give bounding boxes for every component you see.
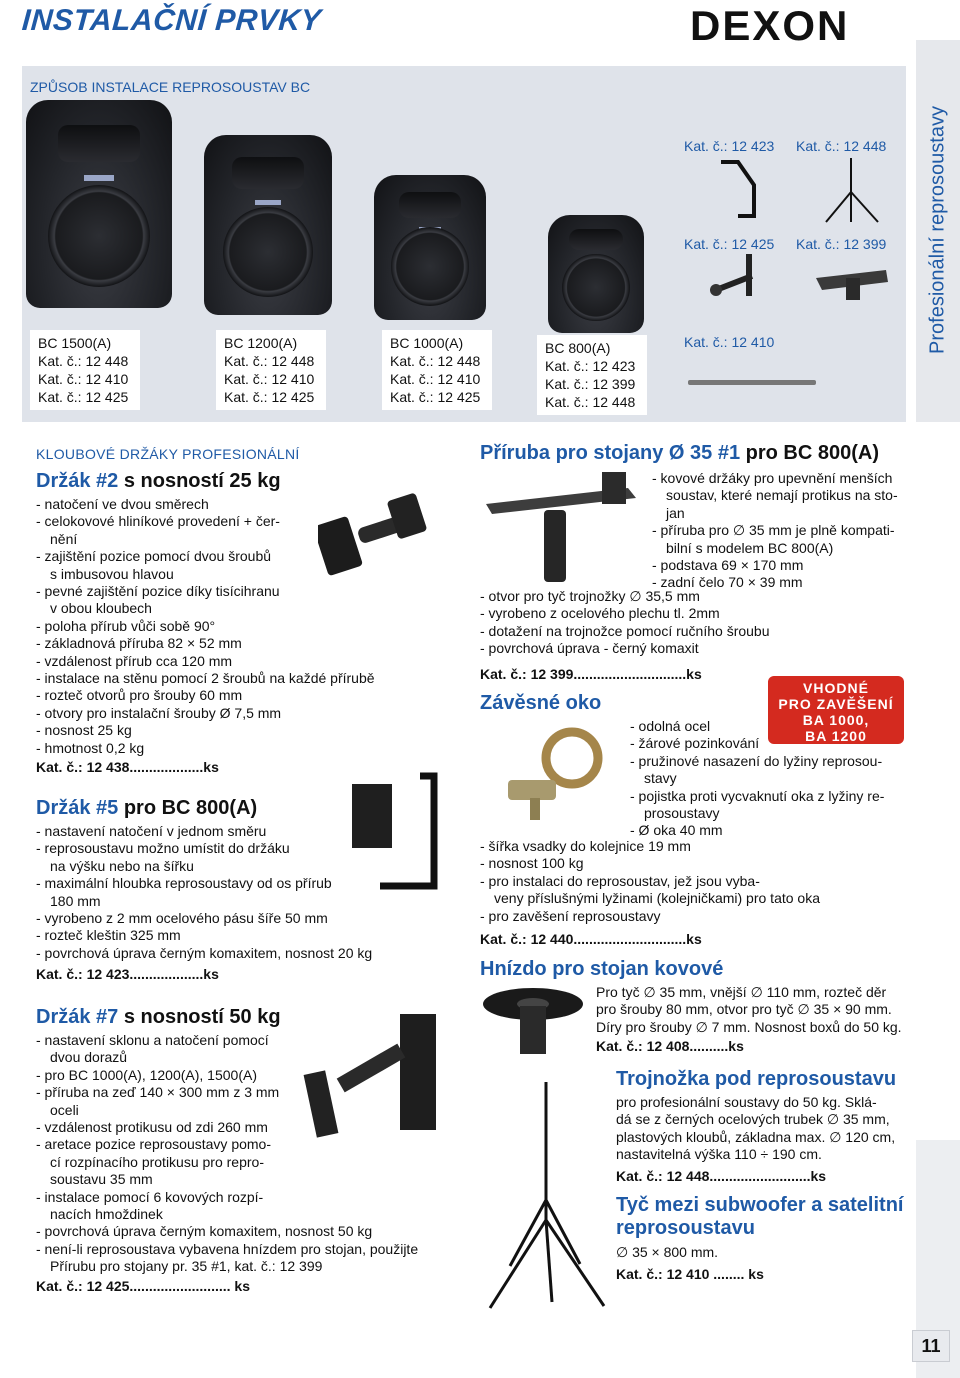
- badge-line: VHODNÉ: [803, 680, 869, 696]
- product-title-d5: [36, 797, 257, 820]
- spec-line: s imbusovou hlavou: [50, 565, 174, 582]
- kat-tyc: Kat. č.: 12 410 ........ ks: [616, 1266, 764, 1282]
- speaker-bc1000-image: [374, 175, 486, 320]
- spec-line: - rozteč kleštin 325 mm: [36, 927, 181, 944]
- title-line: reprosoustavu: [616, 1217, 755, 1239]
- model-name: BC 1200(A): [224, 335, 298, 351]
- spec-line: - rozteč otvorů pro šrouby 60 mm: [36, 687, 243, 704]
- model-name: BC 800(A): [545, 340, 611, 356]
- kat-d7: Kat. č.: 12 425.......................... ks: [36, 1278, 250, 1294]
- spec-line: prosoustavy: [644, 805, 720, 822]
- spec-line: dá se z černých ocelových trubek ∅ 35 mm,: [616, 1111, 890, 1128]
- spec-line: soustav, které nemají protikus na sto-: [666, 487, 898, 504]
- spec-line: - šířka vsadky do kolejnice 19 mm: [480, 838, 691, 854]
- spec-line: - dotažení na trojnožce pomocí ručního šroubu: [480, 622, 770, 639]
- title-blue: Držák #2: [36, 470, 119, 492]
- holder-d5-image: [350, 766, 450, 896]
- spec-line: - pevné zajištění pozice díky tisícihranu: [36, 583, 280, 600]
- section-title: KLOUBOVÉ DRŽÁKY PROFESIONÁLNÍ: [36, 446, 300, 462]
- model-box-bc1000: [382, 330, 492, 410]
- title-dark: s nosností 50 kg: [123, 1006, 281, 1028]
- spec-line: nění: [50, 530, 78, 547]
- kat-d5: Kat. č.: 12 423...................ks: [36, 966, 219, 982]
- model-kat: Kat. č.: 12 410: [390, 371, 481, 387]
- spec-line: - odolná ocel: [630, 718, 711, 734]
- part-kat: Kat. č.: 12 423: [684, 138, 775, 154]
- spec-line: - kovové držáky pro upevnění menších: [652, 470, 893, 486]
- spec-line: - otvory pro instalační šrouby Ø 7,5 mm: [36, 704, 282, 721]
- holder-d2-image: [318, 490, 428, 590]
- tripod-icon: [826, 158, 878, 222]
- badge-line: BA 1000,: [802, 712, 870, 728]
- spec-line: - vyrobeno z 2 mm ocelového pásu šíře 50 mm: [36, 910, 328, 927]
- spec-line: - nosnost 100 kg: [480, 855, 584, 872]
- page-title: INSTALAČNÍ PRVKY: [20, 4, 323, 37]
- spec-line: - podstava 69 × 170 mm: [652, 557, 804, 574]
- spec-line: - nastavení sklonu a natočení pomocí: [36, 1032, 269, 1048]
- spec-line: - zajištění pozice pomocí dvou šroubů: [36, 548, 272, 565]
- title-blue: Držák #5: [36, 797, 119, 819]
- spec-line: - pro instalaci do reprosoustav, jež jsou vyba-: [480, 872, 760, 889]
- badge-line: BA 1200: [805, 728, 867, 744]
- spec-tyc: ∅ 35 × 800 mm.: [616, 1244, 719, 1260]
- spec-list-hnizdo: [596, 984, 902, 1036]
- kat-d2: Kat. č.: 12 438...................ks: [36, 759, 219, 775]
- spec-line: pro šrouby 80 mm, otvor pro tyč ∅ 35 × 90 mm.: [596, 1001, 892, 1018]
- spec-line: - není-li reprosoustava vybavena hnízdem pro stojan, použijte: [36, 1240, 419, 1257]
- spec-line: - nosnost 25 kg: [36, 722, 132, 739]
- spec-line: - maximální hloubka reprosoustavy od os přírub: [36, 875, 332, 892]
- kat-priruba: Kat. č.: 12 399.............................ks: [480, 666, 702, 682]
- model-kat: Kat. č.: 12 448: [545, 394, 636, 410]
- model-kat: Kat. č.: 12 425: [38, 389, 129, 405]
- title-dark: pro BC 800(A): [745, 442, 880, 464]
- spec-line: - instalace pomocí 6 kovových rozpí-: [36, 1188, 264, 1205]
- spec-line: nastavitelná výška 110 ÷ 190 cm.: [616, 1146, 822, 1163]
- product-title-oko: Závěsné oko: [480, 692, 602, 714]
- parts-illustration: [676, 150, 906, 400]
- spec-line: - reprosoustavu možno umístit do držáku: [36, 840, 290, 857]
- spec-line: - poloha přírub vůči sobě 90°: [36, 617, 216, 634]
- spec-line: veny příslušnými lyžinami (kolejničkami) pro tato oka: [494, 890, 820, 907]
- spec-line: - povrchová úprava - černý komaxit: [480, 640, 699, 657]
- spec-list-priruba-top: [652, 470, 898, 592]
- model-kat: Kat. č.: 12 399: [545, 376, 636, 392]
- title-line: Tyč mezi subwoofer a satelitní: [616, 1194, 904, 1216]
- spec-line: Pro tyč ∅ 35 mm, vnější ∅ 110 mm, rozteč děr: [596, 984, 887, 1000]
- spec-line: - pro zavěšení reprosoustavy: [480, 907, 661, 924]
- spec-list-priruba: [480, 588, 770, 658]
- spec-line: - celokovové hliníkové provedení + čer-: [36, 513, 280, 530]
- kat-oko: Kat. č.: 12 440.............................ks: [480, 931, 702, 947]
- badge-line: PRO ZAVĚŠENÍ: [778, 696, 894, 712]
- model-kat: Kat. č.: 12 410: [224, 371, 315, 387]
- model-kat: Kat. č.: 12 448: [38, 353, 129, 369]
- model-box-bc1500: [30, 330, 140, 410]
- spec-line: - hmotnost 0,2 kg: [36, 739, 145, 756]
- model-kat: Kat. č.: 12 448: [390, 353, 481, 369]
- spec-line: plastových kloubů, základna max. ∅ 120 cm,: [616, 1128, 896, 1145]
- spec-line: jan: [666, 504, 685, 521]
- kat-hnizdo: Kat. č.: 12 408..........ks: [596, 1038, 744, 1054]
- kat-trojnozka: Kat. č.: 12 448..........................ks: [616, 1168, 827, 1184]
- speaker-bc1500-image: [26, 100, 172, 308]
- product-title-d7: [36, 1006, 281, 1029]
- spec-line: 180 mm: [50, 892, 101, 909]
- spec-line: Díry pro šrouby ∅ 7 mm. Nosnost boxů do 50 kg.: [596, 1018, 902, 1035]
- spec-line: - pro BC 1000(A), 1200(A), 1500(A): [36, 1066, 257, 1083]
- spec-line: v obou kloubech: [50, 600, 152, 617]
- wall-bracket-icon: [710, 254, 752, 296]
- pole-icon: [688, 380, 816, 385]
- speaker-bc800-image: [548, 215, 644, 333]
- spec-line: - příruba na zeď 140 × 300 mm z 3 mm: [36, 1084, 280, 1101]
- model-name: BC 1500(A): [38, 335, 112, 351]
- model-kat: Kat. č.: 12 425: [390, 389, 481, 405]
- spec-line: - vzdálenost přírub cca 120 mm: [36, 652, 233, 669]
- product-title-d2: [36, 470, 281, 493]
- spec-line: soustavu 35 mm: [50, 1171, 153, 1188]
- product-title-hnizdo: Hnízdo pro stojan kovové: [480, 958, 724, 980]
- spec-line: - natočení ve dvou směrech: [36, 496, 209, 512]
- spec-line: - vzdálenost protikusu od zdi 260 mm: [36, 1119, 268, 1136]
- title-dark: s nosností 25 kg: [123, 470, 281, 492]
- spec-line: nacích hmoždinek: [50, 1206, 163, 1223]
- spec-line: - nastavení natočení v jednom směru: [36, 823, 267, 839]
- spec-line: oceli: [50, 1101, 79, 1118]
- product-title-tyc: [616, 1194, 903, 1240]
- title-dark: pro BC 800(A): [123, 797, 258, 819]
- socket-image: [478, 982, 588, 1062]
- spec-line: pro profesionální soustavy do 50 kg. Sklá-: [616, 1094, 877, 1110]
- spec-line: - Ø oka 40 mm: [630, 822, 723, 839]
- model-box-bc1200: [216, 330, 326, 410]
- eye-hook-image: [500, 720, 620, 830]
- spec-line: - základnová příruba 82 × 52 mm: [36, 635, 242, 652]
- spec-line: - vyrobeno z ocelového plechu tl. 2mm: [480, 605, 720, 622]
- spec-line: - pružinové nasazení do lyžiny reprosou-: [630, 752, 883, 769]
- spec-line: cí rozpínacího protikusu pro repro-: [50, 1153, 264, 1170]
- part-kat: Kat. č.: 12 448: [796, 138, 887, 154]
- holder-d7-image: [296, 1012, 446, 1142]
- spec-list-oko: [480, 838, 820, 925]
- install-heading: ZPŮSOB INSTALACE REPROSOUSTAV BC: [30, 79, 311, 95]
- part-kat: Kat. č.: 12 410: [684, 334, 775, 350]
- brand-logo: DEXON: [690, 2, 850, 49]
- spec-list-trojnozka: [616, 1094, 895, 1164]
- model-kat: Kat. č.: 12 448: [224, 353, 315, 369]
- product-title-priruba: [480, 442, 879, 465]
- model-kat: Kat. č.: 12 423: [545, 358, 636, 374]
- tripod-image: [476, 1080, 616, 1310]
- spec-list-oko-side: [630, 718, 884, 840]
- spec-line: bilní s modelem BC 800(A): [666, 539, 834, 556]
- title-blue: Příruba pro stojany Ø 35 #1: [480, 442, 741, 464]
- spec-line: stavy: [644, 770, 677, 787]
- spec-line: Přírubu pro stojany pr. 35 #1, kat. č.: 12 399: [50, 1258, 323, 1275]
- spec-line: na výšku nebo na šířku: [50, 857, 194, 874]
- spec-line: - aretace pozice reprosoustavy pomo-: [36, 1136, 271, 1153]
- spec-line: - pojistka proti vycvaknutí oka z lyžiny re-: [630, 787, 885, 804]
- spec-line: - zadní čelo 70 × 39 mm: [652, 574, 803, 591]
- spec-line: - povrchová úprava černým komaxitem, nosnost 50 kg: [36, 1223, 373, 1240]
- bracket-icon: [721, 162, 754, 216]
- spec-line: dvou dorazů: [50, 1049, 128, 1066]
- speaker-bc1200-image: [204, 135, 332, 315]
- model-kat: Kat. č.: 12 410: [38, 371, 129, 387]
- spec-line: - instalace na stěnu pomocí 2 šroubů na každé přírubě: [36, 670, 375, 687]
- spec-line: - povrchová úprava černým komaxitem, nosnost 20 kg: [36, 944, 373, 961]
- model-name: BC 1000(A): [390, 335, 464, 351]
- flange-image: [478, 470, 648, 585]
- product-title-trojnozka: Trojnožka pod reprosoustavu: [616, 1068, 897, 1090]
- part-kat: Kat. č.: 12 399: [796, 236, 887, 252]
- title-blue: Držák #7: [36, 1006, 119, 1028]
- spec-line: - příruba pro ∅ 35 mm je plně kompati-: [652, 522, 895, 539]
- model-kat: Kat. č.: 12 425: [224, 389, 315, 405]
- spec-list-d5: [36, 823, 372, 962]
- side-label: Profesionální reprosoustavy: [926, 106, 949, 354]
- flange-icon: [816, 270, 888, 300]
- spec-line: - žárové pozinkování: [630, 735, 760, 752]
- page-number: 11: [912, 1330, 950, 1362]
- model-box-bc800: [537, 335, 647, 415]
- part-kat: Kat. č.: 12 425: [684, 236, 775, 252]
- spec-line: - otvor pro tyč trojnožky ∅ 35,5 mm: [480, 588, 700, 604]
